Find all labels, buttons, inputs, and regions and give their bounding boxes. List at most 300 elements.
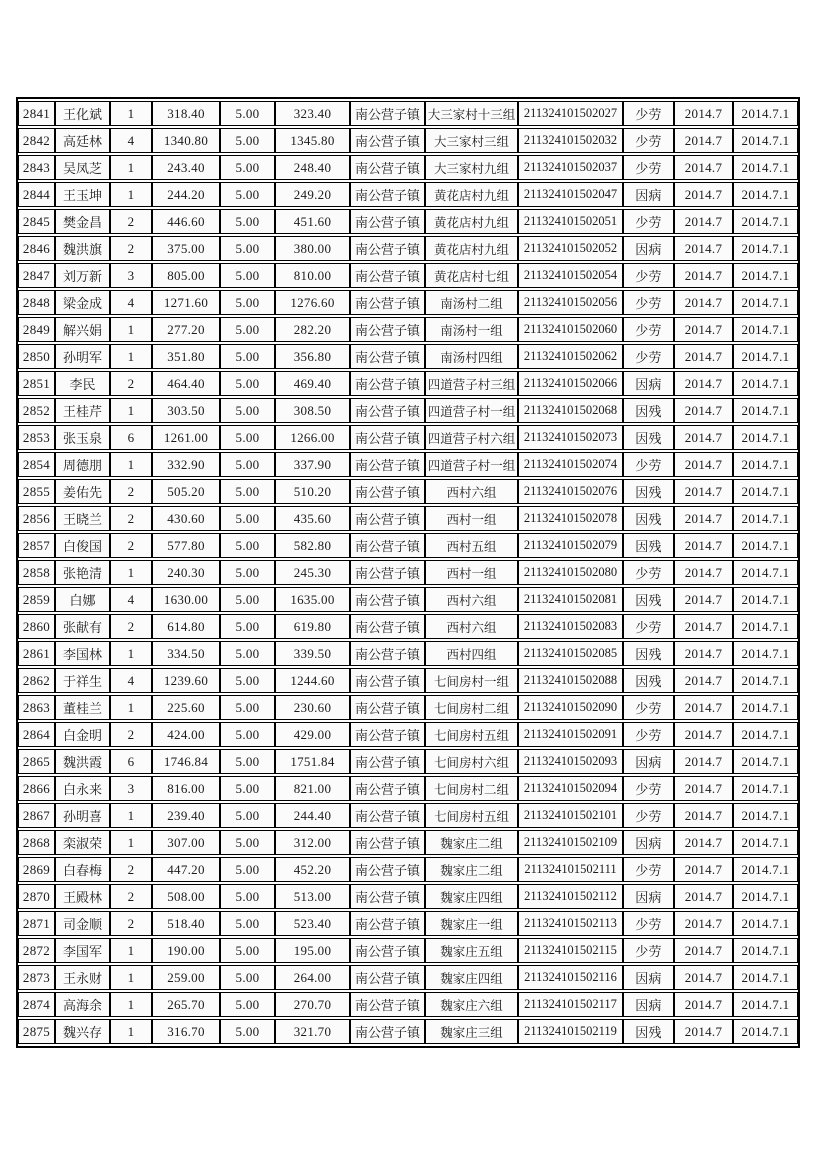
cell-category: 少劳 [623, 263, 674, 288]
cell-town: 南公营子镇 [350, 101, 425, 126]
cell-village: 魏家庄三组 [425, 1019, 518, 1044]
cell-category: 少劳 [623, 101, 674, 126]
cell-category: 因病 [623, 371, 674, 396]
cell-row-id: 2841 [18, 101, 55, 126]
cell-row-id: 2850 [18, 344, 55, 369]
table-row [18, 803, 798, 828]
cell-name: 王永财 [55, 965, 110, 990]
cell-name: 王桂芹 [55, 398, 110, 423]
cell-month: 2014.7 [674, 506, 733, 531]
cell-village: 七间房村二组 [425, 695, 518, 720]
cell-village: 西村六组 [425, 479, 518, 504]
cell-date: 2014.7.1 [733, 236, 798, 261]
cell-name: 张艳清 [55, 560, 110, 585]
cell-category: 因病 [623, 749, 674, 774]
cell-rate: 5.00 [220, 371, 275, 396]
cell-rate: 5.00 [220, 155, 275, 180]
cell-total: 452.20 [275, 857, 350, 882]
cell-village: 黄花店村九组 [425, 236, 518, 261]
cell-row-id: 2869 [18, 857, 55, 882]
cell-rate: 5.00 [220, 668, 275, 693]
cell-village: 大三家村九组 [425, 155, 518, 180]
cell-town: 南公营子镇 [350, 1019, 425, 1044]
cell-date: 2014.7.1 [733, 533, 798, 558]
cell-person-count: 4 [110, 128, 152, 153]
cell-category: 少劳 [623, 209, 674, 234]
cell-row-id: 2874 [18, 992, 55, 1017]
cell-name: 吴凤芝 [55, 155, 110, 180]
cell-village: 黄花店村七组 [425, 263, 518, 288]
cell-record-number: 211324101502119 [518, 1019, 623, 1044]
cell-category: 少劳 [623, 776, 674, 801]
cell-village: 大三家村十三组 [425, 101, 518, 126]
cell-person-count: 1 [110, 830, 152, 855]
cell-record-number: 211324101502060 [518, 317, 623, 342]
cell-total: 429.00 [275, 722, 350, 747]
cell-total: 1635.00 [275, 587, 350, 612]
table-row [18, 425, 798, 450]
cell-name: 魏兴存 [55, 1019, 110, 1044]
cell-town: 南公营子镇 [350, 533, 425, 558]
cell-village: 黄花店村九组 [425, 182, 518, 207]
cell-month: 2014.7 [674, 776, 733, 801]
cell-record-number: 211324101502032 [518, 128, 623, 153]
table-row [18, 776, 798, 801]
cell-date: 2014.7.1 [733, 506, 798, 531]
cell-name: 王化斌 [55, 101, 110, 126]
cell-rate: 5.00 [220, 533, 275, 558]
table-row [18, 290, 798, 315]
cell-name: 王殿林 [55, 884, 110, 909]
cell-amount: 239.40 [152, 803, 220, 828]
cell-village: 南汤村四组 [425, 344, 518, 369]
cell-date: 2014.7.1 [733, 479, 798, 504]
cell-village: 西村六组 [425, 614, 518, 639]
cell-person-count: 2 [110, 236, 152, 261]
cell-person-count: 3 [110, 263, 152, 288]
cell-town: 南公营子镇 [350, 884, 425, 909]
cell-name: 白娜 [55, 587, 110, 612]
cell-category: 因残 [623, 479, 674, 504]
cell-month: 2014.7 [674, 533, 733, 558]
cell-category: 因病 [623, 236, 674, 261]
cell-row-id: 2861 [18, 641, 55, 666]
cell-record-number: 211324101502094 [518, 776, 623, 801]
cell-person-count: 4 [110, 668, 152, 693]
table-row [18, 128, 798, 153]
cell-record-number: 211324101502115 [518, 938, 623, 963]
cell-month: 2014.7 [674, 236, 733, 261]
cell-record-number: 211324101502109 [518, 830, 623, 855]
cell-village: 四道营子村六组 [425, 425, 518, 450]
cell-village: 西村五组 [425, 533, 518, 558]
cell-row-id: 2858 [18, 560, 55, 585]
cell-town: 南公营子镇 [350, 830, 425, 855]
cell-person-count: 2 [110, 857, 152, 882]
cell-date: 2014.7.1 [733, 695, 798, 720]
cell-town: 南公营子镇 [350, 263, 425, 288]
cell-record-number: 211324101502116 [518, 965, 623, 990]
cell-town: 南公营子镇 [350, 209, 425, 234]
cell-name: 王玉坤 [55, 182, 110, 207]
cell-town: 南公营子镇 [350, 560, 425, 585]
cell-month: 2014.7 [674, 344, 733, 369]
cell-record-number: 211324101502027 [518, 101, 623, 126]
cell-row-id: 2845 [18, 209, 55, 234]
cell-amount: 464.40 [152, 371, 220, 396]
cell-name: 于祥生 [55, 668, 110, 693]
cell-record-number: 211324101502076 [518, 479, 623, 504]
table-row [18, 452, 798, 477]
cell-rate: 5.00 [220, 290, 275, 315]
cell-date: 2014.7.1 [733, 749, 798, 774]
cell-amount: 316.70 [152, 1019, 220, 1044]
cell-date: 2014.7.1 [733, 263, 798, 288]
cell-village: 七间房村五组 [425, 722, 518, 747]
cell-village: 七间房村五组 [425, 803, 518, 828]
cell-total: 323.40 [275, 101, 350, 126]
cell-category: 因残 [623, 668, 674, 693]
cell-total: 282.20 [275, 317, 350, 342]
cell-village: 魏家庄五组 [425, 938, 518, 963]
cell-rate: 5.00 [220, 992, 275, 1017]
cell-date: 2014.7.1 [733, 452, 798, 477]
cell-amount: 816.00 [152, 776, 220, 801]
cell-row-id: 2844 [18, 182, 55, 207]
cell-category: 因病 [623, 965, 674, 990]
cell-record-number: 211324101502066 [518, 371, 623, 396]
cell-village: 黄花店村九组 [425, 209, 518, 234]
cell-total: 245.30 [275, 560, 350, 585]
cell-person-count: 1 [110, 803, 152, 828]
cell-town: 南公营子镇 [350, 587, 425, 612]
cell-total: 513.00 [275, 884, 350, 909]
cell-name: 高海余 [55, 992, 110, 1017]
cell-row-id: 2870 [18, 884, 55, 909]
cell-name: 栾淑荣 [55, 830, 110, 855]
cell-amount: 334.50 [152, 641, 220, 666]
cell-category: 少劳 [623, 695, 674, 720]
cell-date: 2014.7.1 [733, 830, 798, 855]
cell-town: 南公营子镇 [350, 506, 425, 531]
cell-amount: 430.60 [152, 506, 220, 531]
table-row [18, 884, 798, 909]
cell-row-id: 2867 [18, 803, 55, 828]
cell-month: 2014.7 [674, 803, 733, 828]
cell-amount: 1261.00 [152, 425, 220, 450]
cell-village: 魏家庄四组 [425, 965, 518, 990]
cell-row-id: 2843 [18, 155, 55, 180]
cell-town: 南公营子镇 [350, 452, 425, 477]
cell-record-number: 211324101502091 [518, 722, 623, 747]
cell-total: 582.80 [275, 533, 350, 558]
cell-person-count: 4 [110, 587, 152, 612]
cell-village: 七间房村二组 [425, 776, 518, 801]
cell-name: 魏洪旗 [55, 236, 110, 261]
cell-person-count: 6 [110, 749, 152, 774]
cell-rate: 5.00 [220, 101, 275, 126]
cell-village: 西村一组 [425, 560, 518, 585]
cell-person-count: 1 [110, 452, 152, 477]
cell-name: 解兴娟 [55, 317, 110, 342]
cell-record-number: 211324101502081 [518, 587, 623, 612]
cell-date: 2014.7.1 [733, 317, 798, 342]
cell-village: 西村六组 [425, 587, 518, 612]
table-row [18, 344, 798, 369]
cell-record-number: 211324101502073 [518, 425, 623, 450]
cell-month: 2014.7 [674, 1019, 733, 1044]
cell-category: 因残 [623, 1019, 674, 1044]
cell-total: 523.40 [275, 911, 350, 936]
cell-row-id: 2842 [18, 128, 55, 153]
cell-category: 因病 [623, 992, 674, 1017]
cell-record-number: 211324101502117 [518, 992, 623, 1017]
cell-total: 244.40 [275, 803, 350, 828]
cell-amount: 303.50 [152, 398, 220, 423]
table-row [18, 695, 798, 720]
cell-name: 周德朋 [55, 452, 110, 477]
cell-record-number: 211324101502037 [518, 155, 623, 180]
table-row [18, 371, 798, 396]
cell-month: 2014.7 [674, 722, 733, 747]
cell-village: 魏家庄二组 [425, 857, 518, 882]
table-row [18, 722, 798, 747]
table-row [18, 938, 798, 963]
cell-category: 少劳 [623, 614, 674, 639]
cell-row-id: 2853 [18, 425, 55, 450]
cell-town: 南公营子镇 [350, 182, 425, 207]
cell-date: 2014.7.1 [733, 290, 798, 315]
cell-category: 少劳 [623, 560, 674, 585]
cell-category: 因残 [623, 506, 674, 531]
cell-rate: 5.00 [220, 263, 275, 288]
cell-rate: 5.00 [220, 884, 275, 909]
cell-row-id: 2846 [18, 236, 55, 261]
cell-person-count: 1 [110, 560, 152, 585]
cell-month: 2014.7 [674, 209, 733, 234]
cell-rate: 5.00 [220, 479, 275, 504]
cell-date: 2014.7.1 [733, 884, 798, 909]
cell-town: 南公营子镇 [350, 803, 425, 828]
cell-row-id: 2871 [18, 911, 55, 936]
cell-village: 七间房村一组 [425, 668, 518, 693]
cell-amount: 1239.60 [152, 668, 220, 693]
cell-date: 2014.7.1 [733, 128, 798, 153]
cell-person-count: 1 [110, 1019, 152, 1044]
cell-category: 因病 [623, 884, 674, 909]
cell-person-count: 1 [110, 992, 152, 1017]
cell-name: 孙明军 [55, 344, 110, 369]
cell-amount: 244.20 [152, 182, 220, 207]
cell-rate: 5.00 [220, 695, 275, 720]
cell-category: 少劳 [623, 911, 674, 936]
cell-person-count: 1 [110, 155, 152, 180]
cell-date: 2014.7.1 [733, 668, 798, 693]
cell-date: 2014.7.1 [733, 101, 798, 126]
cell-category: 因病 [623, 182, 674, 207]
cell-record-number: 211324101502068 [518, 398, 623, 423]
cell-row-id: 2865 [18, 749, 55, 774]
cell-town: 南公营子镇 [350, 614, 425, 639]
cell-amount: 447.20 [152, 857, 220, 882]
cell-date: 2014.7.1 [733, 209, 798, 234]
cell-row-id: 2847 [18, 263, 55, 288]
cell-amount: 318.40 [152, 101, 220, 126]
cell-total: 821.00 [275, 776, 350, 801]
cell-amount: 375.00 [152, 236, 220, 261]
cell-town: 南公营子镇 [350, 965, 425, 990]
cell-rate: 5.00 [220, 722, 275, 747]
cell-village: 南汤村二组 [425, 290, 518, 315]
cell-rate: 5.00 [220, 506, 275, 531]
cell-month: 2014.7 [674, 884, 733, 909]
cell-row-id: 2864 [18, 722, 55, 747]
cell-record-number: 211324101502083 [518, 614, 623, 639]
cell-month: 2014.7 [674, 155, 733, 180]
table-row [18, 857, 798, 882]
cell-town: 南公营子镇 [350, 155, 425, 180]
table-row [18, 398, 798, 423]
cell-person-count: 1 [110, 101, 152, 126]
cell-person-count: 2 [110, 371, 152, 396]
cell-category: 少劳 [623, 344, 674, 369]
cell-record-number: 211324101502111 [518, 857, 623, 882]
cell-date: 2014.7.1 [733, 911, 798, 936]
cell-rate: 5.00 [220, 128, 275, 153]
cell-rate: 5.00 [220, 803, 275, 828]
cell-village: 魏家庄四组 [425, 884, 518, 909]
cell-record-number: 211324101502113 [518, 911, 623, 936]
cell-total: 321.70 [275, 1019, 350, 1044]
cell-record-number: 211324101502079 [518, 533, 623, 558]
cell-amount: 240.30 [152, 560, 220, 585]
cell-village: 四道营子村一组 [425, 452, 518, 477]
cell-date: 2014.7.1 [733, 182, 798, 207]
cell-month: 2014.7 [674, 398, 733, 423]
cell-amount: 243.40 [152, 155, 220, 180]
cell-name: 樊金昌 [55, 209, 110, 234]
table-row [18, 965, 798, 990]
cell-town: 南公营子镇 [350, 668, 425, 693]
cell-total: 249.20 [275, 182, 350, 207]
cell-total: 1276.60 [275, 290, 350, 315]
table-body [18, 101, 798, 1044]
cell-category: 少劳 [623, 938, 674, 963]
cell-town: 南公营子镇 [350, 398, 425, 423]
cell-town: 南公营子镇 [350, 317, 425, 342]
cell-record-number: 211324101502093 [518, 749, 623, 774]
cell-record-number: 211324101502052 [518, 236, 623, 261]
cell-record-number: 211324101502047 [518, 182, 623, 207]
cell-name: 孙明喜 [55, 803, 110, 828]
cell-total: 356.80 [275, 344, 350, 369]
cell-record-number: 211324101502088 [518, 668, 623, 693]
cell-total: 270.70 [275, 992, 350, 1017]
cell-village: 魏家庄六组 [425, 992, 518, 1017]
cell-rate: 5.00 [220, 560, 275, 585]
cell-month: 2014.7 [674, 371, 733, 396]
cell-village: 西村一组 [425, 506, 518, 531]
cell-record-number: 211324101502101 [518, 803, 623, 828]
cell-month: 2014.7 [674, 857, 733, 882]
cell-date: 2014.7.1 [733, 155, 798, 180]
cell-date: 2014.7.1 [733, 722, 798, 747]
cell-month: 2014.7 [674, 425, 733, 450]
table-row [18, 506, 798, 531]
cell-total: 451.60 [275, 209, 350, 234]
cell-month: 2014.7 [674, 560, 733, 585]
cell-amount: 1630.00 [152, 587, 220, 612]
cell-month: 2014.7 [674, 695, 733, 720]
cell-category: 少劳 [623, 722, 674, 747]
cell-total: 435.60 [275, 506, 350, 531]
cell-name: 梁金成 [55, 290, 110, 315]
cell-town: 南公营子镇 [350, 776, 425, 801]
cell-person-count: 1 [110, 965, 152, 990]
cell-month: 2014.7 [674, 965, 733, 990]
cell-total: 339.50 [275, 641, 350, 666]
cell-total: 510.20 [275, 479, 350, 504]
cell-row-id: 2848 [18, 290, 55, 315]
cell-rate: 5.00 [220, 209, 275, 234]
cell-month: 2014.7 [674, 317, 733, 342]
cell-total: 380.00 [275, 236, 350, 261]
cell-rate: 5.00 [220, 398, 275, 423]
cell-person-count: 2 [110, 614, 152, 639]
cell-record-number: 211324101502090 [518, 695, 623, 720]
cell-row-id: 2854 [18, 452, 55, 477]
cell-category: 少劳 [623, 452, 674, 477]
cell-town: 南公营子镇 [350, 938, 425, 963]
cell-month: 2014.7 [674, 182, 733, 207]
cell-record-number: 211324101502112 [518, 884, 623, 909]
cell-name: 董桂兰 [55, 695, 110, 720]
cell-person-count: 2 [110, 209, 152, 234]
cell-total: 1345.80 [275, 128, 350, 153]
cell-row-id: 2866 [18, 776, 55, 801]
cell-total: 195.00 [275, 938, 350, 963]
cell-village: 四道营子村三组 [425, 371, 518, 396]
cell-name: 魏洪霞 [55, 749, 110, 774]
table-row [18, 263, 798, 288]
cell-rate: 5.00 [220, 452, 275, 477]
cell-amount: 1340.80 [152, 128, 220, 153]
cell-name: 白春梅 [55, 857, 110, 882]
cell-category: 因病 [623, 830, 674, 855]
cell-total: 248.40 [275, 155, 350, 180]
cell-town: 南公营子镇 [350, 290, 425, 315]
cell-month: 2014.7 [674, 830, 733, 855]
table-row [18, 911, 798, 936]
cell-amount: 225.60 [152, 695, 220, 720]
cell-month: 2014.7 [674, 668, 733, 693]
cell-date: 2014.7.1 [733, 938, 798, 963]
cell-amount: 1271.60 [152, 290, 220, 315]
cell-category: 少劳 [623, 155, 674, 180]
cell-name: 李国林 [55, 641, 110, 666]
table-row [18, 587, 798, 612]
cell-town: 南公营子镇 [350, 425, 425, 450]
cell-name: 李民 [55, 371, 110, 396]
cell-person-count: 6 [110, 425, 152, 450]
cell-row-id: 2849 [18, 317, 55, 342]
cell-row-id: 2860 [18, 614, 55, 639]
cell-category: 少劳 [623, 128, 674, 153]
cell-rate: 5.00 [220, 641, 275, 666]
table-row [18, 236, 798, 261]
cell-category: 少劳 [623, 290, 674, 315]
table-row [18, 830, 798, 855]
